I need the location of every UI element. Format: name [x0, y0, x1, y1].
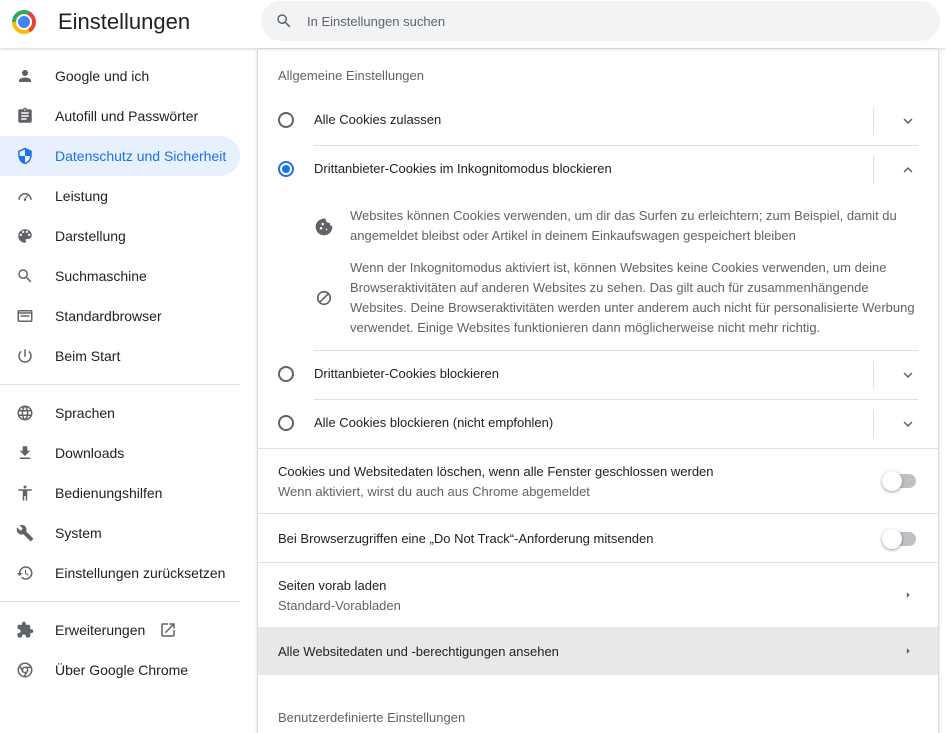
sidebar-item-sprachen[interactable]: [0, 393, 240, 433]
sidebar-item-label: Leistung: [55, 188, 108, 204]
preload-sublabel: Standard-Vorabladen: [278, 598, 401, 613]
sidebar-item-label: Google und ich: [55, 68, 150, 84]
preload-row[interactable]: [258, 563, 938, 627]
sidebar-item-darstellung[interactable]: [0, 216, 240, 256]
all-site-data-label: Alle Websitedaten und -berechtigungen ansehen: [278, 644, 559, 659]
search-icon: [16, 267, 34, 285]
sidebar-item-google-und-ich[interactable]: [0, 56, 240, 96]
sidebar: [0, 56, 256, 690]
browser-icon: [16, 307, 34, 325]
sidebar-item-standardbrowser[interactable]: [0, 296, 240, 336]
sidebar-divider: [0, 601, 240, 602]
download-icon: [16, 444, 34, 462]
person-icon: [16, 67, 34, 85]
clipboard-icon: [16, 107, 34, 125]
sidebar-item-suchmaschine[interactable]: [0, 256, 240, 296]
sidebar-item-label: Suchmaschine: [55, 268, 147, 284]
chevron-down-icon[interactable]: [899, 112, 917, 130]
external-link-icon: [159, 621, 177, 639]
clear-on-exit-row[interactable]: [258, 449, 938, 513]
arrow-right-icon: [901, 644, 915, 658]
do-not-track-label: Bei Browserzugriffen eine „Do Not Track“-Anforderung mitsenden: [278, 531, 654, 546]
section-title-general: Allgemeine Einstellungen: [278, 68, 424, 83]
chevron-down-icon[interactable]: [899, 415, 917, 433]
arrow-right-icon: [901, 588, 915, 602]
globe-icon: [16, 404, 34, 422]
cookie-option-label: Drittanbieter-Cookies blockieren: [314, 366, 499, 381]
row-separator: [873, 410, 874, 438]
sidebar-item-system[interactable]: [0, 513, 240, 553]
sidebar-item-label: Beim Start: [55, 348, 121, 364]
do-not-track-row[interactable]: [258, 514, 938, 562]
clear-on-exit-toggle[interactable]: [884, 474, 916, 488]
sidebar-item-zuruecksetzen[interactable]: [0, 553, 240, 593]
cookie-option-allow-all[interactable]: [258, 97, 938, 145]
clear-on-exit-sublabel: Wenn aktiviert, wirst du auch aus Chrome abgemeldet: [278, 484, 590, 499]
sidebar-item-label: Downloads: [55, 445, 125, 461]
wrench-icon: [16, 524, 34, 542]
search-box[interactable]: [261, 1, 940, 41]
radio-button[interactable]: [278, 112, 294, 128]
chrome-logo-icon: [12, 10, 36, 34]
radio-button[interactable]: [278, 415, 294, 431]
cookie-option-label: Alle Cookies zulassen: [314, 112, 442, 127]
row-separator: [873, 361, 874, 389]
chevron-down-icon[interactable]: [899, 366, 917, 384]
sidebar-item-label: System: [55, 525, 102, 541]
sidebar-item-label: Sprachen: [55, 405, 115, 421]
cookie-option-block-third-party[interactable]: [258, 351, 938, 399]
sidebar-item-label: Darstellung: [55, 228, 126, 244]
sidebar-item-bedienungshilfen[interactable]: [0, 473, 240, 513]
radio-button-checked[interactable]: [278, 161, 294, 177]
cookie-option-label: Drittanbieter-Cookies im Inkognitomodus blockieren: [314, 161, 612, 176]
sidebar-item-label: Über Google Chrome: [55, 662, 189, 678]
sidebar-item-datenschutz[interactable]: [0, 136, 240, 176]
all-site-data-row[interactable]: [258, 627, 938, 675]
search-icon: [275, 12, 293, 30]
page-title: Einstellungen: [58, 9, 191, 34]
sidebar-item-leistung[interactable]: [0, 176, 240, 216]
do-not-track-toggle[interactable]: [884, 532, 916, 546]
speedometer-icon: [16, 187, 34, 205]
sidebar-item-label: Datenschutz und Sicherheit: [55, 148, 227, 164]
restore-icon: [16, 564, 34, 582]
toggle-knob: [882, 529, 902, 549]
header: [0, 0, 946, 48]
cookie-option-label: Alle Cookies blockieren (nicht empfohlen): [314, 415, 554, 430]
chevron-up-icon[interactable]: [899, 161, 917, 179]
sidebar-item-erweiterungen[interactable]: [0, 610, 240, 650]
main-card: [258, 49, 938, 733]
sidebar-item-label: Erweiterungen: [55, 622, 146, 638]
sidebar-item-downloads[interactable]: [0, 433, 240, 473]
power-icon: [16, 347, 34, 365]
shield-icon: [16, 147, 34, 165]
search-input[interactable]: [307, 1, 907, 41]
clear-on-exit-label: Cookies und Websitedaten löschen, wenn alle Fenster geschlossen werden: [278, 464, 714, 479]
palette-icon: [16, 227, 34, 245]
sidebar-divider: [0, 384, 240, 385]
sidebar-item-label: Standardbrowser: [55, 308, 162, 324]
row-separator: [873, 156, 874, 184]
sidebar-item-autofill[interactable]: [0, 96, 240, 136]
block-icon: [314, 288, 334, 308]
cookie-option-block-incognito[interactable]: [258, 146, 938, 194]
section-title-custom: Benutzerdefinierte Einstellungen: [278, 710, 466, 725]
sidebar-item-label: Autofill und Passwörter: [55, 108, 199, 124]
cookie-option-block-all[interactable]: [258, 400, 938, 448]
cookie-icon: [314, 217, 334, 237]
cookie-detail-text-2: Wenn der Inkognitomodus aktiviert ist, können Websites keine Cookies verwenden, um deine Browseraktivitäten auf anderen Websites zu sehen. Das gilt auch für zusammenhängende Websites. Deine Browseraktivitäten werden unter anderem auch nicht für personalisierte Werbung verwendet. Einige Websites funktionieren dann möglicherweise nicht mehr richtig.: [350, 260, 915, 335]
radio-button[interactable]: [278, 366, 294, 382]
puzzle-icon: [16, 621, 34, 639]
toggle-knob: [882, 471, 902, 491]
preload-label: Seiten vorab laden: [278, 578, 387, 593]
accessibility-icon: [16, 484, 34, 502]
row-separator: [873, 107, 874, 135]
sidebar-item-label: Einstellungen zurücksetzen: [55, 565, 226, 581]
sidebar-item-beim-start[interactable]: [0, 336, 240, 376]
sidebar-item-label: Bedienungshilfen: [55, 485, 163, 501]
sidebar-item-ueber-chrome[interactable]: [0, 650, 240, 690]
cookie-detail-text-1: Websites können Cookies verwenden, um dir das Surfen zu erleichtern; zum Beispiel, damit du angemeldet bleibst oder Artikel in deinem Einkaufswagen gespeichert bleiben: [350, 208, 897, 243]
chrome-icon: [16, 661, 34, 679]
